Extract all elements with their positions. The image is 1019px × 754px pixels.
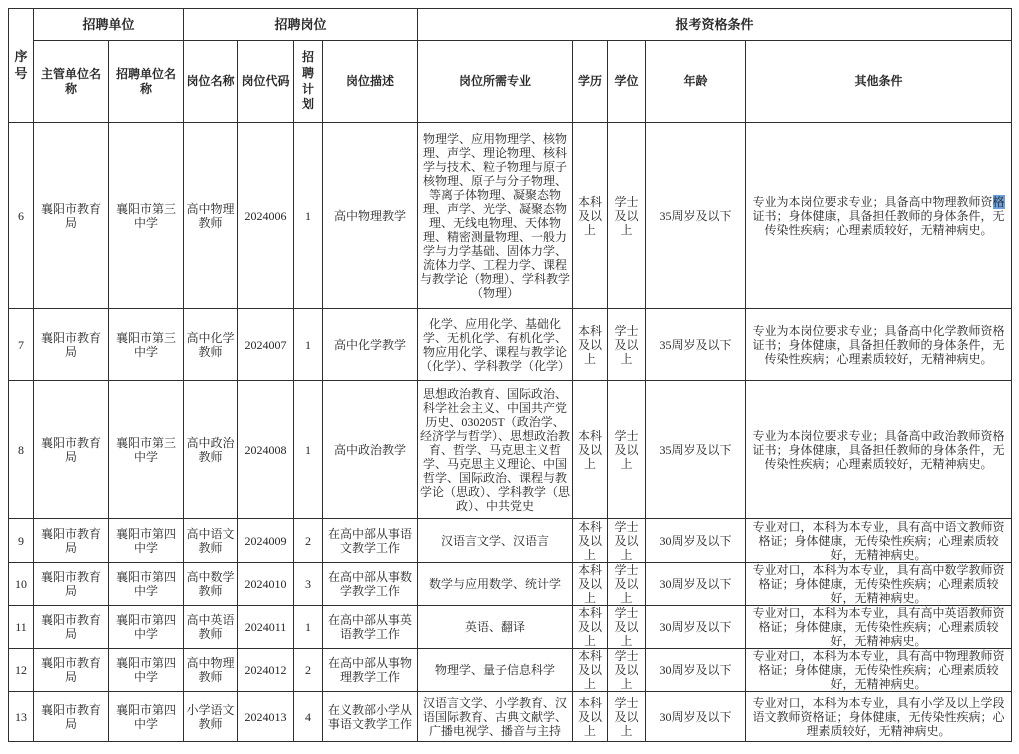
cell-position: 高中语文教师 xyxy=(184,519,238,563)
cell-degree: 学士及以上 xyxy=(608,381,646,519)
cell-plan: 2 xyxy=(294,649,323,692)
cell-position: 高中物理教师 xyxy=(184,123,238,309)
header-group-row xyxy=(9,9,1012,41)
col-header-age: 年龄 xyxy=(646,41,746,123)
cell-description: 高中物理教学 xyxy=(323,123,418,309)
cell-position: 高中数学教师 xyxy=(184,563,238,606)
cell-majors: 物理学、量子信息科学 xyxy=(418,649,573,692)
cell-other xyxy=(746,309,1012,381)
col-header-degree: 学位 xyxy=(608,41,646,123)
cell-other xyxy=(746,123,1012,309)
other-text: 专业对口，本科为本专业，具有高中数学教师资格证；身体健康，无传染性疾病；心理素质较好，无精神病史。 xyxy=(752,563,1005,605)
cell-employer: 襄阳市第三中学 xyxy=(109,123,184,309)
cell-plan: 1 xyxy=(294,381,323,519)
cell-plan: 2 xyxy=(294,519,323,563)
cell-employer: 襄阳市第四中学 xyxy=(109,649,184,692)
cell-majors: 物理学、应用物理学、核物理、声学、理论物理、核科学与技术、粒子物理与原子核物理、原子与分子物理、等离子体物理、凝聚态物理、声学、光学、凝聚态物理、无线电物理、天体物理、精密测量物理、一般力学与力学基础、固体力学、流体力学、工程力学、课程与教学论（物理）、学科教学（物理） xyxy=(418,123,573,309)
cell-code: 2024008 xyxy=(238,381,294,519)
cell-supervisor: 襄阳市教育局 xyxy=(34,606,109,649)
cell-position: 高中英语教师 xyxy=(184,606,238,649)
cell-majors: 思想政治教育、国际政治、科学社会主义、中国共产党历史、030205T（政治学、经济学与哲学）、思想政治教育、哲学、马克思主义哲学、马克思主义理论、中国哲学、国际政治、课程与教学论（思政）、学科教学（思政）、中共党史 xyxy=(418,381,573,519)
cell-degree: 学士及以上 xyxy=(608,649,646,692)
cell-employer: 襄阳市第四中学 xyxy=(109,519,184,563)
cell-no: 13 xyxy=(9,692,34,742)
col-header-plan-label: 招聘计划 xyxy=(302,50,315,112)
other-text: 证书；身体健康，具备担任教师的身体条件，无传染性疾病；心理素质较好，无精神病史。 xyxy=(752,208,1005,237)
col-header-other: 其他条件 xyxy=(746,41,1012,123)
cell-other xyxy=(746,519,1012,563)
cell-age: 35周岁及以下 xyxy=(646,123,746,309)
cell-age: 30周岁及以下 xyxy=(646,606,746,649)
cell-description: 在高中部从事语文教学工作 xyxy=(323,519,418,563)
cell-description: 在高中部从事数学教学工作 xyxy=(323,563,418,606)
cell-code: 2024009 xyxy=(238,519,294,563)
cell-degree: 学士及以上 xyxy=(608,563,646,606)
highlighted-text: 格 xyxy=(992,194,1005,209)
cell-code: 2024007 xyxy=(238,309,294,381)
cell-degree: 学士及以上 xyxy=(608,123,646,309)
recruitment-table xyxy=(8,8,1012,742)
cell-majors: 数学与应用数学、统计学 xyxy=(418,563,573,606)
cell-employer: 襄阳市第四中学 xyxy=(109,563,184,606)
cell-majors: 英语、翻译 xyxy=(418,606,573,649)
cell-description: 高中政治教学 xyxy=(323,381,418,519)
cell-supervisor: 襄阳市教育局 xyxy=(34,381,109,519)
col-header-majors: 岗位所需专业 xyxy=(418,41,573,123)
table-row xyxy=(9,649,1012,692)
other-text: 专业为本岗位要求专业；具备高中物理教师资 xyxy=(752,194,993,209)
col-header-supervisor: 主管单位名称 xyxy=(34,41,109,123)
table-row xyxy=(9,519,1012,563)
cell-plan: 4 xyxy=(294,692,323,742)
cell-majors: 化学、应用化学、基础化学、无机化学、有机化学、物应用化学、课程与教学论（化学）、学科教学（化学） xyxy=(418,309,573,381)
cell-employer: 襄阳市第三中学 xyxy=(109,309,184,381)
cell-supervisor: 襄阳市教育局 xyxy=(34,309,109,381)
cell-supervisor: 襄阳市教育局 xyxy=(34,649,109,692)
table-body xyxy=(9,123,1012,742)
cell-age: 30周岁及以下 xyxy=(646,649,746,692)
table-row xyxy=(9,692,1012,742)
cell-no: 7 xyxy=(9,309,34,381)
cell-supervisor: 襄阳市教育局 xyxy=(34,519,109,563)
table-row xyxy=(9,606,1012,649)
cell-description: 在义教部小学从事语文教学工作 xyxy=(323,692,418,742)
cell-no: 8 xyxy=(9,381,34,519)
cell-code: 2024012 xyxy=(238,649,294,692)
cell-degree: 学士及以上 xyxy=(608,606,646,649)
cell-supervisor: 襄阳市教育局 xyxy=(34,123,109,309)
other-text: 专业对口，本科为本专业，具有高中物理教师资格证；身体健康，无传染性疾病；心理素质较好，无精神病史。 xyxy=(752,649,1005,691)
table-row xyxy=(9,563,1012,606)
group-header-qualification: 报考资格条件 xyxy=(418,9,1012,41)
col-header-no xyxy=(9,9,34,123)
cell-position: 小学语文教师 xyxy=(184,692,238,742)
cell-plan: 1 xyxy=(294,309,323,381)
cell-education: 本科及以上 xyxy=(573,606,608,649)
cell-supervisor: 襄阳市教育局 xyxy=(34,563,109,606)
col-header-plan xyxy=(294,41,323,123)
cell-code: 2024006 xyxy=(238,123,294,309)
cell-degree: 学士及以上 xyxy=(608,309,646,381)
cell-age: 30周岁及以下 xyxy=(646,519,746,563)
table-row xyxy=(9,381,1012,519)
cell-education: 本科及以上 xyxy=(573,649,608,692)
cell-no: 9 xyxy=(9,519,34,563)
col-header-code: 岗位代码 xyxy=(238,41,294,123)
cell-other xyxy=(746,381,1012,519)
cell-plan: 3 xyxy=(294,563,323,606)
other-text: 专业对口，本科为本专业，具有高中英语教师资格证；身体健康，无传染性疾病；心理素质较好，无精神病史。 xyxy=(752,606,1005,648)
cell-education: 本科及以上 xyxy=(573,563,608,606)
group-header-recruiting-unit: 招聘单位 xyxy=(34,9,184,41)
cell-no: 10 xyxy=(9,563,34,606)
col-header-education: 学历 xyxy=(573,41,608,123)
recruitment-table-sheet xyxy=(8,8,1012,742)
cell-majors: 汉语言文学、小学教育、汉语国际教育、古典文献学、广播电视学、播音与主持 xyxy=(418,692,573,742)
col-header-position: 岗位名称 xyxy=(184,41,238,123)
cell-supervisor: 襄阳市教育局 xyxy=(34,692,109,742)
col-header-employer: 招聘单位名称 xyxy=(109,41,184,123)
cell-employer: 襄阳市第三中学 xyxy=(109,381,184,519)
cell-no: 6 xyxy=(9,123,34,309)
other-text: 专业为本岗位要求专业；具备高中化学教师资格证书；身体健康，具备担任教师的身体条件，无传染性疾病；心理素质较好，无精神病史。 xyxy=(752,323,1005,366)
other-text: 专业对口，本科为本专业，具有高中语文教师资格证；身体健康，无传染性疾病；心理素质较好，无精神病史。 xyxy=(752,519,1005,562)
cell-degree: 学士及以上 xyxy=(608,692,646,742)
cell-other xyxy=(746,649,1012,692)
group-header-recruiting-post: 招聘岗位 xyxy=(184,9,418,41)
cell-code: 2024013 xyxy=(238,692,294,742)
header-column-row xyxy=(9,41,1012,123)
other-text: 专业对口，本科为本专业，具有小学及以上学段语文教师资格证；身体健康，无传染性疾病；心理素质较好，无精神病史。 xyxy=(752,695,1005,738)
cell-employer: 襄阳市第四中学 xyxy=(109,606,184,649)
cell-education: 本科及以上 xyxy=(573,692,608,742)
cell-other xyxy=(746,606,1012,649)
col-header-no-label: 序号 xyxy=(14,48,28,81)
cell-education: 本科及以上 xyxy=(573,381,608,519)
col-header-description: 岗位描述 xyxy=(323,41,418,123)
cell-education: 本科及以上 xyxy=(573,519,608,563)
cell-majors: 汉语言文学、汉语言 xyxy=(418,519,573,563)
cell-position: 高中物理教师 xyxy=(184,649,238,692)
cell-age: 30周岁及以下 xyxy=(646,692,746,742)
cell-code: 2024011 xyxy=(238,606,294,649)
cell-no: 11 xyxy=(9,606,34,649)
cell-age: 35周岁及以下 xyxy=(646,309,746,381)
cell-position: 高中化学教师 xyxy=(184,309,238,381)
table-row xyxy=(9,309,1012,381)
cell-description: 高中化学教学 xyxy=(323,309,418,381)
cell-plan: 1 xyxy=(294,606,323,649)
table-row xyxy=(9,123,1012,309)
cell-age: 30周岁及以下 xyxy=(646,563,746,606)
cell-position: 高中政治教师 xyxy=(184,381,238,519)
cell-age: 35周岁及以下 xyxy=(646,381,746,519)
other-text: 专业为本岗位要求专业；具备高中政治教师资格证书；身体健康，具备担任教师的身体条件，无传染性疾病；心理素质较好，无精神病史。 xyxy=(752,428,1005,471)
cell-description: 在高中部从事英语教学工作 xyxy=(323,606,418,649)
cell-code: 2024010 xyxy=(238,563,294,606)
cell-no: 12 xyxy=(9,649,34,692)
cell-description: 在高中部从事物理教学工作 xyxy=(323,649,418,692)
cell-other xyxy=(746,692,1012,742)
cell-plan: 1 xyxy=(294,123,323,309)
cell-degree: 学士及以上 xyxy=(608,519,646,563)
cell-employer: 襄阳市第四中学 xyxy=(109,692,184,742)
cell-education: 本科及以上 xyxy=(573,123,608,309)
cell-other xyxy=(746,563,1012,606)
cell-education: 本科及以上 xyxy=(573,309,608,381)
